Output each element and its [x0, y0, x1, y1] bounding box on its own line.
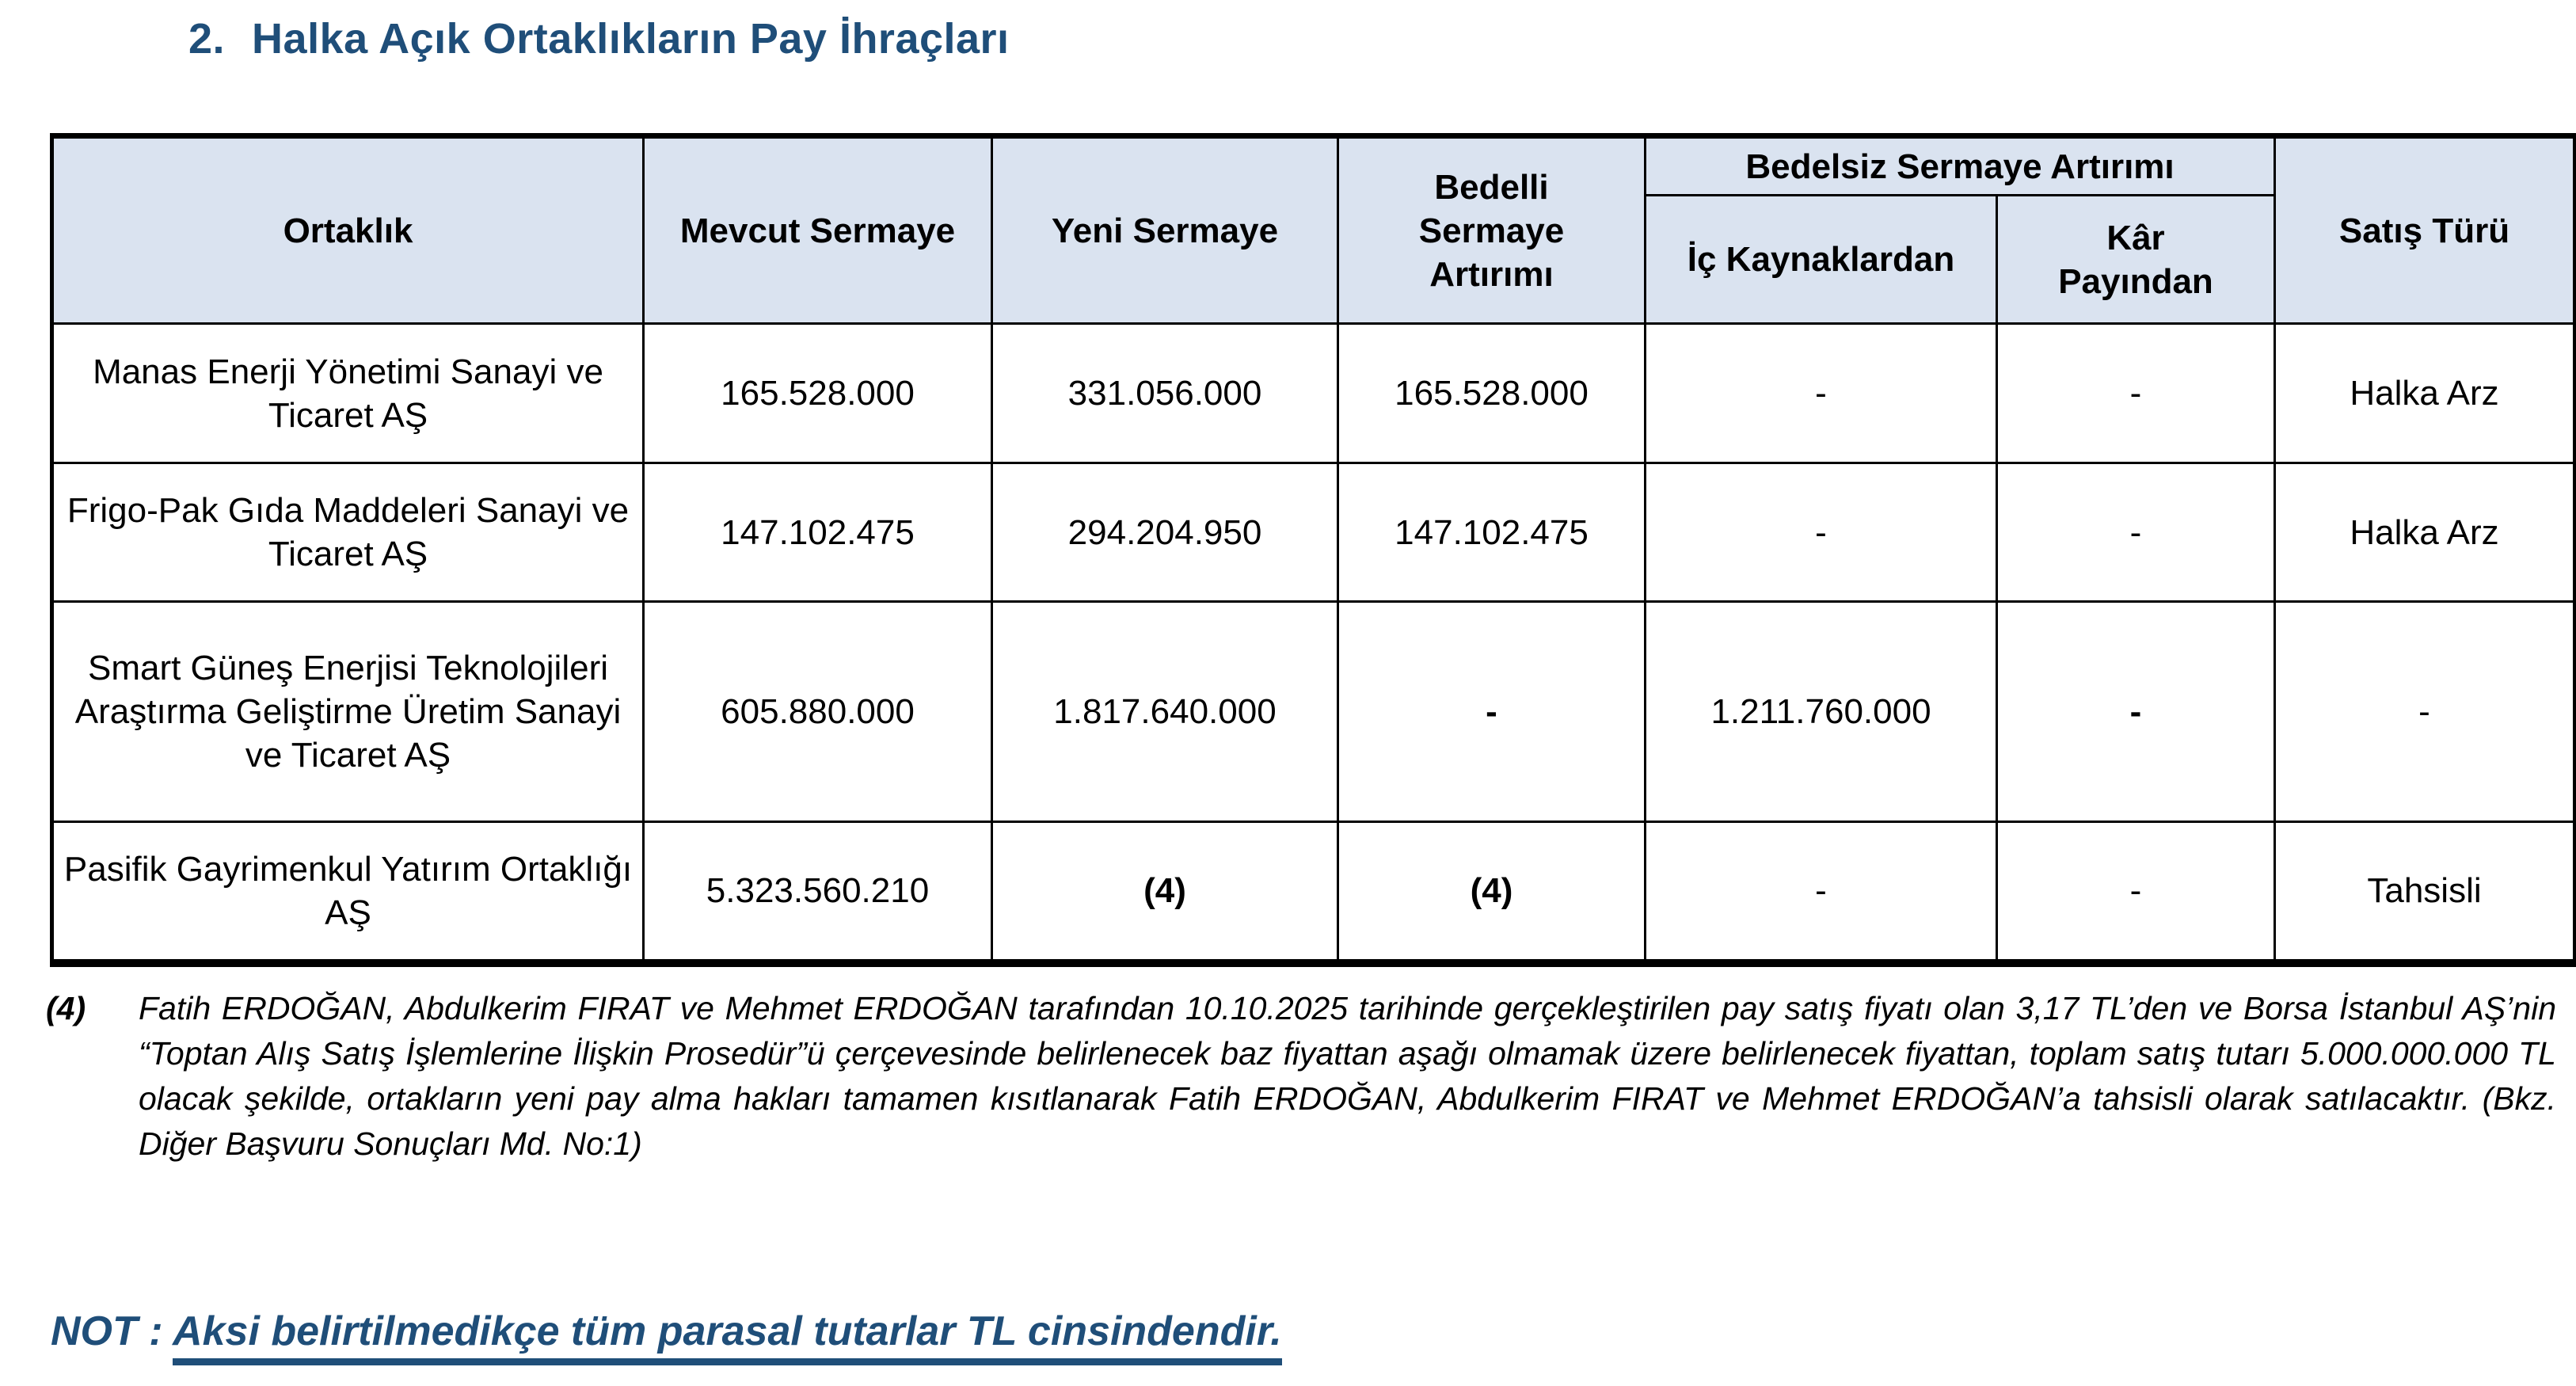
document-page [0, 14, 2576, 1386]
section-heading [188, 14, 2576, 63]
section-title: Halka Açık Ortaklıkların Pay İhraçları [252, 15, 1010, 63]
cell-mevcut-sermaye: 165.528.000 [644, 324, 992, 463]
col-header-ic-kaynaklardan: İç Kaynaklardan [1646, 196, 1997, 324]
note-label: NOT : [51, 1308, 173, 1354]
cell-mevcut-sermaye: 147.102.475 [644, 463, 992, 602]
cell-mevcut-sermaye: 605.880.000 [644, 602, 992, 822]
cell-ic-kaynaklardan: - [1646, 463, 1997, 602]
table-row [52, 602, 2575, 822]
cell-bedelli: 165.528.000 [1338, 324, 1646, 463]
cell-ortaklik: Manas Enerji Yönetimi Sanayi ve Ticaret AŞ [52, 324, 644, 463]
cell-ic-kaynaklardan: - [1646, 324, 1997, 463]
cell-bedelli: 147.102.475 [1338, 463, 1646, 602]
col-header-ortaklik: Ortaklık [52, 136, 644, 324]
cell-ortaklik: Pasifik Gayrimenkul Yatırım Ortaklığı AŞ [52, 822, 644, 963]
col-header-yeni-sermaye: Yeni Sermaye [992, 136, 1338, 324]
cell-bedelli: - [1338, 602, 1646, 822]
table-row [52, 822, 2575, 963]
note-line [51, 1308, 2576, 1355]
cell-yeni-sermaye: (4) [992, 822, 1338, 963]
cell-kar-payindan: - [1997, 602, 2275, 822]
share-issuances-table [50, 133, 2576, 967]
cell-mevcut-sermaye: 5.323.560.210 [644, 822, 992, 963]
cell-ic-kaynaklardan: 1.211.760.000 [1646, 602, 1997, 822]
footnote-text: Fatih ERDOĞAN, Abdulkerim FIRAT ve Mehmet ERDOĞAN tarafından 10.10.2025 tarihinde gerçekleştirilen pay satış fiyatı olan 3,17 TL’den ve Borsa İstanbul AŞ’nin “Toptan Alış Satış İşlemlerine İlişkin Prosedür”ü çerçevesinde belirlenecek baz fiyattan aşağı olmamak üzere belirlenecek fiyattan, toplam satış tutarı 5.000.000.000 TL olacak şekilde, ortakların yeni pay alma hakları tamamen kısıtlanarak Fatih ERDOĞAN, Abdulkerim FIRAT ve Mehmet ERDOĞAN’a tahsisli olarak satılacaktır. (Bkz. Diğer Başvuru Sonuçları Md. No:1) [139, 989, 2556, 1162]
section-number: 2. [188, 15, 226, 63]
col-header-satis-turu: Satış Türü [2275, 136, 2575, 324]
table-row [52, 463, 2575, 602]
footnote-4 [46, 986, 2556, 1167]
col-header-kar-payindan: Kâr Payından [1997, 196, 2275, 324]
col-header-bedelli-sermaye-artirimi: Bedelli Sermaye Artırımı [1338, 136, 1646, 324]
footnote-marker: (4) [46, 989, 86, 1026]
note-text: Aksi belirtilmedikçe tüm parasal tutarlar TL cinsindendir. [173, 1308, 1282, 1365]
cell-ic-kaynaklardan: - [1646, 822, 1997, 963]
cell-kar-payindan: - [1997, 822, 2275, 963]
cell-yeni-sermaye: 1.817.640.000 [992, 602, 1338, 822]
cell-satis-turu: - [2275, 602, 2575, 822]
table-row [52, 324, 2575, 463]
cell-ortaklik: Smart Güneş Enerjisi Teknolojileri Araştırma Geliştirme Üretim Sanayi ve Ticaret AŞ [52, 602, 644, 822]
table-header [52, 136, 2575, 324]
cell-kar-payindan: - [1997, 463, 2275, 602]
cell-satis-turu: Halka Arz [2275, 463, 2575, 602]
cell-kar-payindan: - [1997, 324, 2275, 463]
cell-ortaklik: Frigo-Pak Gıda Maddeleri Sanayi ve Ticaret AŞ [52, 463, 644, 602]
col-header-mevcut-sermaye: Mevcut Sermaye [644, 136, 992, 324]
col-header-bedelsiz-sermaye-artirimi: Bedelsiz Sermaye Artırımı [1646, 136, 2275, 196]
cell-satis-turu: Halka Arz [2275, 324, 2575, 463]
cell-yeni-sermaye: 294.204.950 [992, 463, 1338, 602]
cell-satis-turu: Tahsisli [2275, 822, 2575, 963]
cell-yeni-sermaye: 331.056.000 [992, 324, 1338, 463]
cell-bedelli: (4) [1338, 822, 1646, 963]
